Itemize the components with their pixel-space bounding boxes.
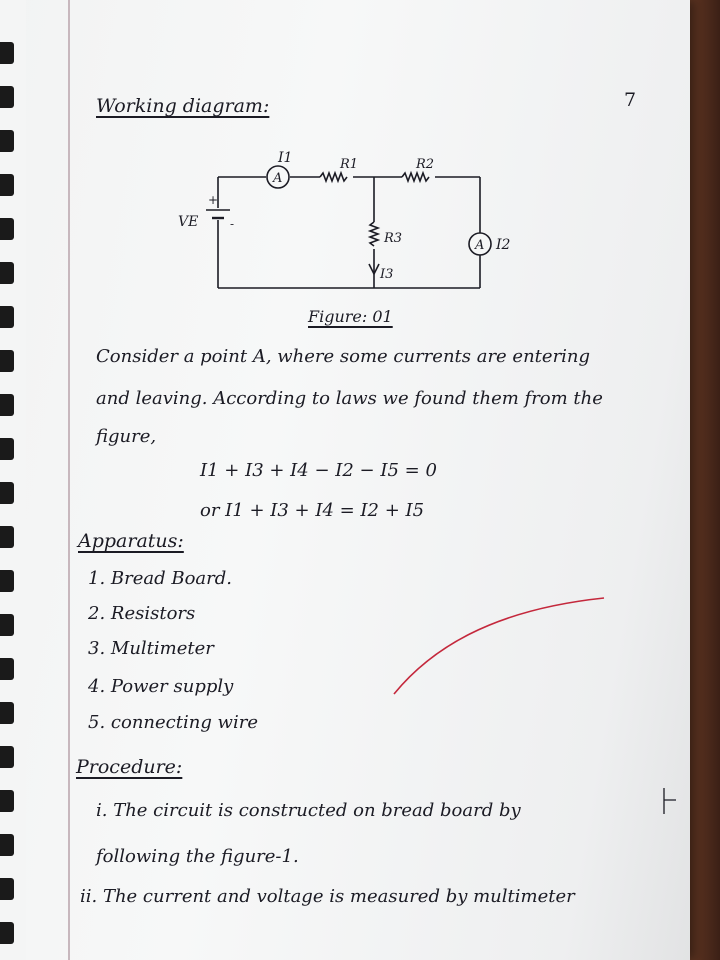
apparatus-item: 2. Resistors bbox=[88, 603, 196, 624]
binding-hole bbox=[0, 350, 14, 372]
i3-label: I3 bbox=[380, 267, 394, 282]
page-number: 7 bbox=[624, 89, 637, 111]
apparatus-item: 4. Power supply bbox=[88, 676, 234, 697]
resistor-r2 bbox=[402, 173, 429, 181]
binding-hole bbox=[0, 658, 14, 680]
r1-label: R1 bbox=[340, 157, 359, 172]
binding-hole bbox=[0, 702, 14, 724]
binding-hole bbox=[0, 878, 14, 900]
procedure-step-1a: i. The circuit is constructed on bread board by bbox=[96, 800, 521, 821]
procedure-heading: Procedure: bbox=[76, 756, 183, 778]
circuit-diagram bbox=[170, 150, 530, 310]
procedure-step-1b: following the figure-1. bbox=[96, 846, 299, 867]
binding-hole bbox=[0, 394, 14, 416]
binding-hole bbox=[0, 218, 14, 240]
apparatus-item: 3. Multimeter bbox=[88, 638, 214, 659]
explanation-line-3: figure, bbox=[96, 426, 157, 447]
spiral-binding bbox=[0, 0, 26, 960]
margin-line bbox=[68, 0, 70, 960]
r2-label: R2 bbox=[416, 157, 435, 172]
ammeter-2-current-label: I2 bbox=[496, 237, 511, 253]
ammeter-2-symbol: A bbox=[475, 238, 485, 253]
apparatus-item: 5. connecting wire bbox=[88, 712, 258, 733]
battery-label: VE bbox=[178, 214, 199, 230]
binding-hole bbox=[0, 570, 14, 592]
binding-hole bbox=[0, 482, 14, 504]
apparatus-heading: Apparatus: bbox=[78, 530, 184, 552]
explanation-line-2: and leaving. According to laws we found them from the bbox=[96, 388, 603, 409]
binding-hole bbox=[0, 614, 14, 636]
battery-minus: - bbox=[230, 217, 235, 231]
equation-2: or I1 + I3 + I4 = I2 + I5 bbox=[200, 500, 425, 521]
r3-label: R3 bbox=[384, 231, 403, 246]
margin-mark bbox=[660, 786, 680, 816]
resistor-r1 bbox=[320, 173, 347, 181]
ammeter-1-current-label: I1 bbox=[278, 150, 293, 166]
binding-hole bbox=[0, 834, 14, 856]
binding-hole bbox=[0, 306, 14, 328]
apparatus-item: 1. Bread Board. bbox=[88, 568, 232, 589]
binding-hole bbox=[0, 526, 14, 548]
figure-caption: Figure: 01 bbox=[308, 307, 393, 326]
red-check-mark bbox=[390, 590, 620, 700]
binding-hole bbox=[0, 42, 14, 64]
binding-hole bbox=[0, 262, 14, 284]
working-diagram-heading: Working diagram: bbox=[96, 95, 270, 117]
battery-plus: + bbox=[208, 193, 219, 207]
binding-hole bbox=[0, 746, 14, 768]
binding-hole bbox=[0, 790, 14, 812]
resistor-r3 bbox=[370, 222, 378, 246]
ammeter-1-symbol: A bbox=[273, 171, 283, 186]
equation-1: I1 + I3 + I4 − I2 − I5 = 0 bbox=[200, 460, 437, 481]
binding-hole bbox=[0, 438, 14, 460]
procedure-step-2: ii. The current and voltage is measured by multimeter bbox=[80, 886, 575, 907]
binding-hole bbox=[0, 922, 14, 944]
binding-hole bbox=[0, 174, 14, 196]
explanation-line-1: Consider a point A, where some currents are entering bbox=[96, 346, 591, 367]
binding-hole bbox=[0, 86, 14, 108]
binding-hole bbox=[0, 130, 14, 152]
